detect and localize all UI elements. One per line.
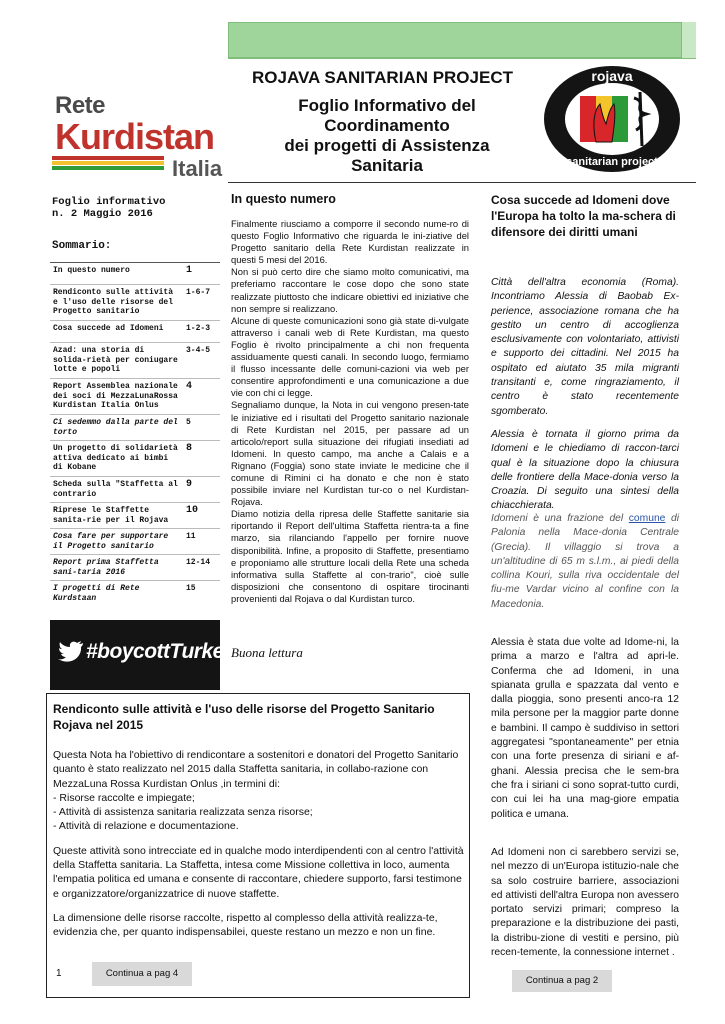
toc-row[interactable] <box>50 379 220 415</box>
issue-date: n. 2 Maggio 2016 <box>52 208 153 220</box>
logo-text-rojava: rojava <box>591 68 633 84</box>
closing-text: Buona lettura <box>231 645 303 660</box>
toc-row[interactable] <box>50 555 220 581</box>
toc-title: In questo numero <box>53 266 130 275</box>
toc-title: Ci sedemmo dalla parte del torto <box>53 418 178 437</box>
idomeni-heading: Cosa succede ad Idomeni dove l'Europa ha tolto la ma-schera di difensore dei diritti umani <box>491 193 676 239</box>
rendiconto-paragraph-3: La dimensione delle risorse raccolte, rispetto al complesso della attività realizza-te, evidenzia che, per quanto indispensabilei, queste restano un mezzo e non un fine. <box>53 911 438 939</box>
logo-stripe-green <box>52 166 164 170</box>
table-of-contents <box>50 262 220 601</box>
toc-row[interactable] <box>50 477 220 503</box>
toc-page: 4 <box>186 381 193 392</box>
toc-page: 1 <box>186 265 193 276</box>
toc-page: 12-14 <box>186 558 211 567</box>
toc-row[interactable] <box>50 263 220 285</box>
header-band-corner <box>681 22 696 58</box>
in-questo-heading: In questo numero <box>231 192 336 206</box>
toc-title: Scheda sulla "Staffetta al contrario <box>53 480 178 499</box>
toc-title: Un progetto di solidarietà attiva dedicato ai bimbi di Kobane <box>53 444 178 472</box>
logo-text-kurdistan: Kurdistan <box>55 116 215 157</box>
subtitle-line: Foglio Informativo del <box>298 96 476 115</box>
boycott-turkey-banner <box>50 620 235 690</box>
logo-stripe-yellow <box>52 161 164 165</box>
rojava-logo-graphic <box>542 64 682 174</box>
toc-page: 5 <box>186 418 191 427</box>
twitter-bird-icon <box>58 640 84 668</box>
subtitle-line: Sanitaria <box>351 156 423 175</box>
toc-title: Report Assemblea nazionale dei soci di MezzaLunaRossa Kurdistan Italia Onlus <box>53 382 178 410</box>
toc-title: Report prima Staffetta sani-taria 2016 <box>53 558 159 577</box>
idomeni-location-post: di Palonia nella Mace-donia Centrale (Grecia). Il villaggio si trova a un'altitudine di 65 m s.l.m., ai piedi della collina Kouri, sulla riva occidentale del fiu-me Vardar vicino al confine con la Macedonia. <box>491 513 679 610</box>
rendiconto-paragraph-1 <box>53 748 465 834</box>
toc-title: Riprese le Staffette sanita-rie per il Rojava <box>53 506 169 525</box>
issue-label: Foglio informativo <box>52 196 166 208</box>
idomeni-paragraph-1: Alessia è stata due volte ad Idome-ni, la prima a marzo e l'altra ad apri-le. Conferma che ad Idomeni, in una spianata grulla e spazzata dal vento e dalla pioggia, sono presenti anco-ra 12 mila persone per la maggior parte donne e bambini. Il campo è suddiviso in settori aggregatesi "spontaneamente" per etnia con una forte presenza di siriani e af-ghani. Alessia precisa che le sem-bra che fra i siriani ci sono soprat-tutto curdi, con cui lei ha una mag-giore empatia politica e umana. <box>491 637 679 820</box>
toc-page: 9 <box>186 479 193 490</box>
toc-row[interactable] <box>50 343 220 379</box>
toc-title: I progetti di Rete Kurdstaan <box>53 584 140 603</box>
toc-row[interactable] <box>50 441 220 477</box>
toc-row[interactable] <box>50 581 220 601</box>
toc-row[interactable] <box>50 285 220 321</box>
toc-page: 10 <box>186 505 199 516</box>
toc-row[interactable] <box>50 529 220 555</box>
subtitle-line: dei progetti di Assistenza <box>284 136 490 155</box>
idomeni-location-italic <box>491 512 679 612</box>
toc-row[interactable] <box>50 321 220 343</box>
toc-row[interactable] <box>50 415 220 441</box>
toc-heading: Sommario: <box>52 240 112 252</box>
toc-page: 1-6-7 <box>186 288 211 297</box>
logo-text-italia: Italia <box>172 156 223 181</box>
toc-page: 11 <box>186 532 196 541</box>
rendiconto-body <box>53 748 465 950</box>
boycott-hashtag: #boycottTurkey <box>86 640 235 663</box>
project-title: ROJAVA SANITARIAN PROJECT <box>251 68 513 87</box>
toc-page: 15 <box>186 584 196 593</box>
toc-row[interactable] <box>50 503 220 529</box>
toc-page: 3-4-5 <box>186 346 211 355</box>
continua-pag-4-button[interactable]: Continua a pag 4 <box>92 962 192 986</box>
rendiconto-bullet: - Risorse raccolte e impiegate; <box>53 791 195 804</box>
toc-page: 8 <box>186 443 193 454</box>
logo-text-rete: Rete <box>55 92 106 119</box>
idomeni-intro-italic-2: Alessia è tornata il giorno prima da Idomeni e le chiediamo di raccon-tarci qual è la situazione dopo la chiusura delle frontiere della Mace-donia verso la Croazia. Di seguito una sintesi della chiacchierata. <box>491 429 679 512</box>
toc-title: Cosa fare per supportare il Progetto sanitario <box>53 532 169 551</box>
logo-text-sanitarian: sanitarian project <box>566 156 658 168</box>
toc-page: 1-2-3 <box>186 324 211 333</box>
rojava-sanitarian-logo <box>542 64 682 174</box>
toc-title: Cosa succede ad Idomeni <box>53 324 164 333</box>
rendiconto-heading: Rendiconto sulle attività e l'uso delle risorse del Progetto Sanitario Rojava nel 2015 <box>53 702 435 732</box>
rendiconto-paragraph-2: Queste attività sono intrecciate ed in qualche modo interdipendenti con al centro l'attività della Staffetta sanitaria. La Staffetta, intesa come Missione collettiva in loco, aumenta l'empatia politica ed umana e consente di raccontare, chiedere supporto, farsi testimone e organizzatore/organizzatrice di nuove staffette. <box>53 844 464 900</box>
idomeni-intro-italic: Città dell'altra economia (Roma). Incontriamo Alessia di Baobab Ex-perience, associazione romana che ha gestito un centro di accoglienza esclusivamente con volontariato, attivisti e supporto dei cittadini. Nel 2015 ha ospitato ed aiutato 35 mila migranti transitanti e, come ringraziamento, il centro è stato recentemente sgomberato. <box>491 277 679 417</box>
rendiconto-bullet: - Attività di assistenza sanitaria realizzata senza risorse; <box>53 806 313 819</box>
idomeni-location-pre: Idomeni è una frazione del <box>491 513 629 524</box>
toc-title: Rendiconto sulle attività e l'uso delle risorse del Progetto sanitario <box>53 288 174 316</box>
newsletter-subtitle <box>243 96 531 176</box>
continua-pag-2-button[interactable]: Continua a pag 2 <box>512 970 612 992</box>
header-band <box>228 22 696 58</box>
rete-kurdistan-logo <box>52 92 223 182</box>
rendiconto-bullet: - Attività di relazione e documentazione. <box>53 820 239 833</box>
subtitle-line: Coordinamento <box>324 116 450 135</box>
comune-link[interactable]: comune <box>628 513 666 524</box>
rendiconto-intro: Questa Nota ha l'obiettivo di rendicontare a sostenitori e donatori del Progetto Sanitario quanto è stato realizzato nel 2015 dalla Staffetta sanitaria, in collabo-razione con MezzaLuna Rossa Kurdistan Onlus ,in termini di: <box>53 749 459 790</box>
idomeni-paragraph-2: Ad Idomeni non ci sarebbero servizi se, nel mezzo di un'Europa istituzio-nale che sa solo costruire barriere, associazioni ed attivisti dell'altra Europa non avessero portato servizi primari; compreso la preparazione e la distribuzione dei pasti, la distribu-zione di vestiti e persino, più recen-temente, la connessione internet . <box>491 847 679 959</box>
in-questo-body: Finalmente riusciamo a comporre il secondo nume-ro di questo Foglio Informativo che riguarda le ini-ziative del Progetto sanitario della Rete Kurdistan realizzate in questi 5 mesi del 2016. Non si può certo dire che siamo molto comunicativi, ma preferiamo raccontare le cose dopo che sono state realizzate piuttosto che indicare obiettivi ed iniziative che non sempre si realizzano. Alcune di queste comunicazioni sono già state di-vulgate attraverso i canali web di Rete Kurdistan, ma questo Foglio è rivolto principalmente a chi non frequenta assiduamente questi canali. In secondo luogo, fermiamo il flusso incessante delle comuni-cazioni via web per consentire approfondimenti e una comunicazione a due vie con chi ci legge. Segnaliamo dunque, la Nota in cui vengono presen-tate le iniziative ed i risultati del Progetto sanitario nazionale di Rete Kurdistan nel 2015, per passare ad un articolo/report sulla situazione dei rifugiati insediati ad Idomeni. In questo campo, ma anche a Calais e a Rignano (Foggia) sono state inviate le medicine che il comune di Rimini ci ha donato e che non è stato possibile inviare nel Kurdistan tur-co o nel Kurdistan-Rojava. Diamo notizia della ripresa delle Staffette sanitarie sia riportando il Report dell'ultima Staffetta rientra-ta a fine marzo, sia rilanciando l'appello per fornire nuove disponibilità. Infine, a proposito di Staffette, presentiamo e proponiamo alle strutture locali della Rete una scheda informativa sulla Staffette al con-trario", cioè sulle disposizioni che consentono di ospitare tirocinanti provenienti dal Rojava o dal Kurdistan turco. <box>231 218 469 604</box>
header-divider <box>228 182 696 183</box>
issue-info <box>52 196 165 220</box>
page-number: 1 <box>56 968 62 979</box>
toc-title: Azad: una storia di solida-rietà per coniugare lotte e popoli <box>53 346 178 374</box>
